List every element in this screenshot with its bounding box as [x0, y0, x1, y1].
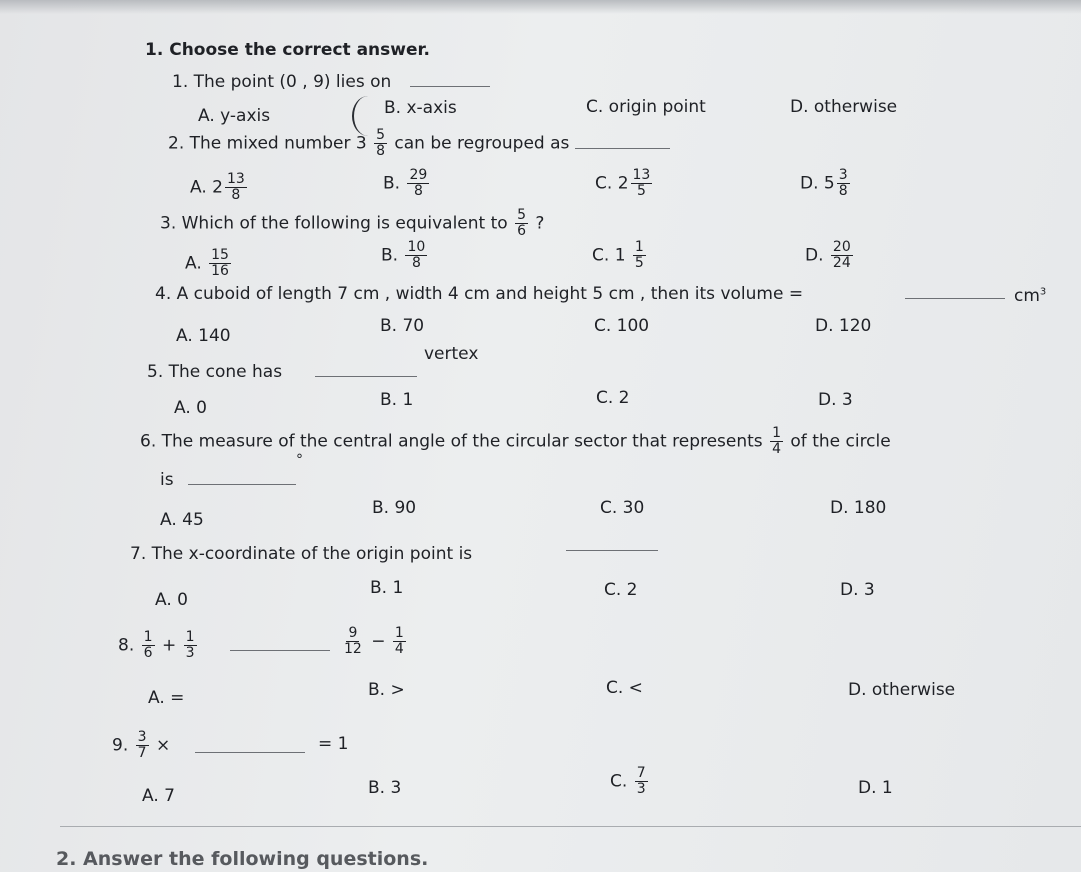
answer-blank-1[interactable] — [410, 86, 490, 87]
section-heading: Choose the correct answer. — [169, 40, 430, 60]
q8-option-d[interactable]: D. otherwise — [848, 680, 956, 700]
q3-option-c[interactable]: C. 1 $\frac{1}{5}$ — [592, 239, 644, 271]
answer-blank-4[interactable] — [905, 298, 1005, 299]
q6-fraction: $\frac{1}{4}$ — [772, 425, 781, 457]
q9-option-d[interactable]: D. 1 — [858, 778, 893, 798]
q1-option-c[interactable]: C. origin point — [586, 97, 706, 117]
section-title — [145, 40, 430, 60]
q4-option-c[interactable]: C. 100 — [594, 316, 650, 336]
q2-option-d[interactable]: D. 5 $\frac{3}{8}$ — [800, 167, 848, 199]
q4-unit: $cm^3$ — [1014, 286, 1047, 306]
q8-option-b[interactable]: B. > — [368, 680, 405, 700]
q3-fraction: $\frac{5}{6}$ — [517, 207, 527, 239]
answer-blank-8[interactable] — [230, 650, 330, 651]
degree-symbol: ° — [296, 452, 303, 468]
q2-fraction: $\frac{5}{8}$ — [376, 127, 386, 159]
section-number: 1. — [145, 40, 164, 60]
q5-option-a[interactable]: A. 0 — [174, 398, 207, 418]
q2-option-a[interactable]: A. 2 $\frac{13}{8}$ — [190, 171, 245, 203]
q6-option-d[interactable]: D. 180 — [830, 498, 887, 518]
q6-option-c[interactable]: C. 30 — [600, 498, 645, 518]
answer-blank-7[interactable] — [566, 550, 658, 551]
q9-option-b[interactable]: B. 3 — [368, 778, 402, 798]
q2-text-end: can be regrouped as — [394, 133, 570, 154]
q7-option-d[interactable]: D. 3 — [840, 580, 875, 600]
q6-option-a[interactable]: A. 45 — [160, 510, 204, 530]
top-shadow — [0, 0, 1081, 14]
question-2 — [168, 128, 670, 159]
q4-option-d[interactable]: D. 120 — [815, 316, 872, 336]
q1-option-b[interactable]: B. x-axis — [384, 98, 457, 118]
answer-blank-2[interactable] — [575, 148, 670, 149]
q8-right-side: $\frac{9}{12}$ − $\frac{1}{4}$ — [344, 625, 404, 657]
section-divider — [60, 826, 1081, 827]
q1-option-a[interactable]: A. y-axis — [198, 106, 271, 126]
question-9: 9. $\frac{3}{7}$ × — [112, 729, 171, 761]
q7-option-b[interactable]: B. 1 — [370, 578, 404, 598]
question-5: 5. The cone has — [147, 362, 283, 382]
q6-line2: is — [160, 470, 174, 490]
q5-option-c[interactable]: C. 2 — [596, 388, 630, 408]
q3-option-d[interactable]: D. $\frac{20}{24}$ — [805, 239, 851, 271]
q1-option-d[interactable]: D. otherwise — [790, 97, 898, 117]
answer-blank-6[interactable] — [188, 484, 296, 485]
q8-option-c[interactable]: C. < — [606, 678, 643, 698]
q6-option-b[interactable]: B. 90 — [372, 498, 417, 518]
q2-text: 2. The mixed number 3 — [168, 133, 367, 154]
q9-equals: = 1 — [318, 734, 349, 754]
question-3: 3. Which of the following is equivalent to $\frac{5}{6}$ ? — [160, 207, 545, 239]
answer-blank-5[interactable] — [315, 376, 417, 377]
question-7: 7. The x-coordinate of the origin point is — [130, 544, 473, 564]
question-4: 4. A cuboid of length 7 cm , width 4 cm and height 5 cm , then its volume = — [155, 284, 804, 304]
q4-option-b[interactable]: B. 70 — [380, 316, 425, 336]
q9-option-a[interactable]: A. 7 — [142, 786, 175, 806]
next-section-heading: 2. Answer the following questions. — [56, 848, 429, 870]
answer-blank-9[interactable] — [195, 752, 305, 753]
q9-option-c[interactable]: C. $\frac{7}{3}$ — [610, 765, 646, 797]
q5-option-d[interactable]: D. 3 — [818, 390, 853, 410]
question-6: 6. The measure of the central angle of the circular sector that represents $\frac{1}{4}$ of the circle — [140, 425, 891, 457]
q3-option-a[interactable]: A. $\frac{15}{16}$ — [185, 247, 229, 279]
q2-option-b[interactable]: B. $\frac{29}{8}$ — [383, 167, 428, 199]
q4-option-a[interactable]: A. 140 — [176, 326, 231, 346]
q7-option-a[interactable]: A. 0 — [155, 590, 188, 610]
question-1: 1. The point (0 , 9) lies on — [172, 72, 392, 92]
q5-option-b[interactable]: B. 1 — [380, 390, 414, 410]
q7-option-c[interactable]: C. 2 — [604, 580, 638, 600]
q5-text-end: vertex — [424, 344, 479, 364]
q2-option-c[interactable]: C. 2 $\frac{13}{5}$ — [595, 167, 651, 199]
question-8: 8. $\frac{1}{6}$ + $\frac{1}{3}$ — [118, 629, 195, 661]
q8-option-a[interactable]: A. = — [148, 688, 185, 708]
q3-option-b[interactable]: B. $\frac{10}{8}$ — [381, 239, 426, 271]
